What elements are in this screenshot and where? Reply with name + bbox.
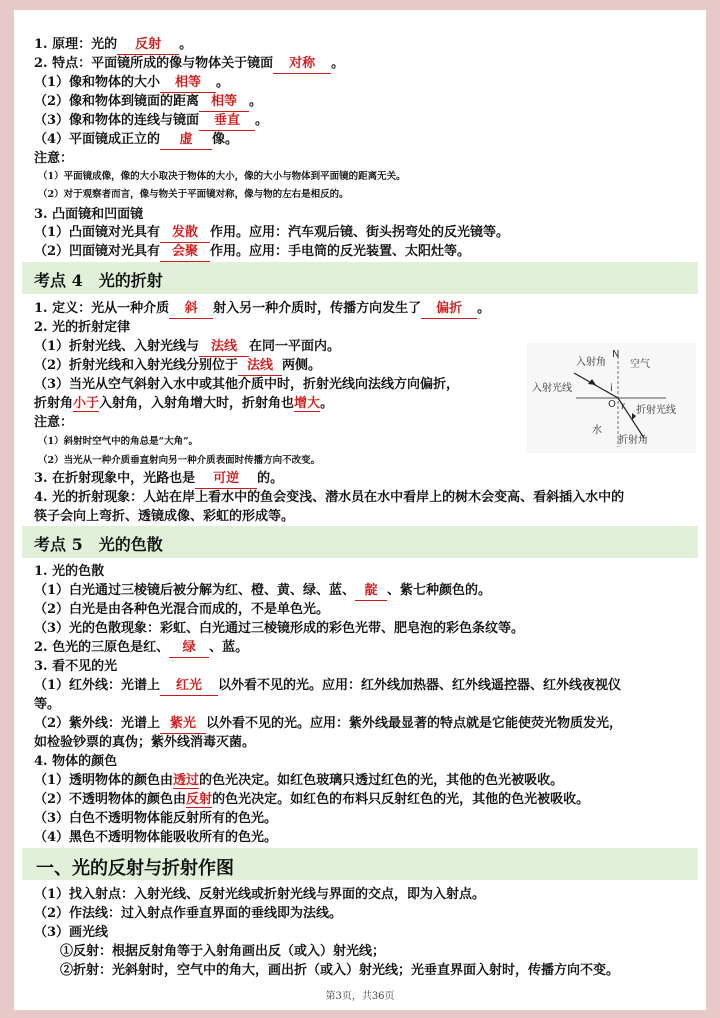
convex-mirror-line: （1）凸面镜对光具有 发散 作用。应用：汽车观后镜、街头拐弯处的反光镜等。 xyxy=(34,224,694,243)
blank-answer: 可逆 xyxy=(195,470,257,489)
law-item-3: （3）当光从空气斜射入水中或其他介质中时，折射光线向法线方向偏折， xyxy=(34,377,460,392)
label-refraction-angle: 折射角 xyxy=(618,435,648,446)
note-heading: 注意： xyxy=(34,415,74,430)
feature-line: 2. 特点：平面镜所成的像与物体关于镜面 对称 。 xyxy=(34,55,694,74)
refraction-definition: 1. 定义：光从一种介质 斜 射入另一种介质时，传播方向发生了 偏折 。 xyxy=(34,300,694,319)
blank-answer: 紫光 xyxy=(160,715,206,734)
infrared-line-cont: 等。 xyxy=(34,697,61,712)
note-item: （2）当光从一种介质垂直射向另一种介质表面时传播方向不改变。 xyxy=(38,455,321,466)
label-refracted-ray: 折射光线 xyxy=(636,405,676,416)
drawing-step-3b: ②折射：光斜射时，空气中的角大，画出折（或入）射光线；光垂直界面入射时，传播方向不变。 xyxy=(60,963,620,978)
refraction-diagram xyxy=(526,343,696,453)
label-i: i xyxy=(610,383,613,394)
feature-item-4: （4）平面镜成正立的 虚 像。 xyxy=(34,131,694,150)
object-color-item-3: （3）白色不透明物体能反射所有的色光。 xyxy=(34,811,278,826)
blank-answer: 反射 xyxy=(186,792,213,807)
phenomena-line: 4. 光的折射现象：人站在岸上看水中的鱼会变浅、潜水员在水中看岸上的树木会变高、看斜插入水中的 xyxy=(34,490,625,505)
drawing-step-3a: ①反射：根据反射角等于入射角画出反（或入）射光线； xyxy=(60,944,386,959)
section-heading: 2. 光的折射定律 xyxy=(34,320,131,335)
dispersion-item-2: （2）白光是由各种色光混合而成的，不是单色光。 xyxy=(34,602,330,617)
object-color-item-4: （4）黑色不透明物体能吸收所有的色光。 xyxy=(34,830,278,845)
blank-answer: 红光 xyxy=(160,677,218,696)
object-color-item-1: （1）透明物体的颜色由透过的色光决定。如红色玻璃只透过红色的光，其他的色光被吸收。 xyxy=(34,773,564,788)
note-item: （1）平面镜成像，像的大小取决于物体的大小，像的大小与物体到平面镜的距离无关。 xyxy=(38,171,406,182)
label-air: 空气 xyxy=(630,359,650,370)
blank-answer: 虚 xyxy=(160,131,212,150)
blank-answer: 偏折 xyxy=(421,300,477,319)
blank-answer: 会聚 xyxy=(160,243,210,262)
blank-answer: 靛 xyxy=(355,582,387,601)
section-heading: 1. 光的色散 xyxy=(34,564,105,579)
blank-answer: 增大 xyxy=(294,396,321,411)
feature-item-3: （3）像和物体的连线与镜面 垂直 。 xyxy=(34,112,694,131)
note-item: （1）斜射时空气中的角总是“大角”。 xyxy=(38,436,199,447)
section-heading: 4. 物体的颜色 xyxy=(34,754,118,769)
law-item-1: （1）折射光线、入射光线与 法线 在同一平面内。 xyxy=(34,338,694,357)
blank-answer: 透过 xyxy=(173,773,200,788)
drawing-step-3: （3）画光线 xyxy=(34,925,109,940)
blank-answer: 绿 xyxy=(169,639,209,658)
primary-colors-line: 2. 色光的三原色是红、 绿 、蓝。 xyxy=(34,639,694,658)
concave-mirror-line: （2）凹面镜对光具有 会聚 作用。应用：手电筒的反光装置、太阳灶等。 xyxy=(34,243,694,262)
section-heading: 3. 凸面镜和凹面镜 xyxy=(34,207,144,222)
feature-item-1: （1）像和物体的大小 相等 。 xyxy=(34,74,694,93)
label-r: r xyxy=(621,401,626,412)
object-color-item-2: （2）不透明物体的颜色由反射的色光决定。如红色的布料只反射红色的光，其他的色光被吸收。 xyxy=(34,792,590,807)
blank-answer: 小于 xyxy=(73,396,100,411)
law-item-2: （2）折射光线和入射光线分别位于 法线 两侧。 xyxy=(34,357,694,376)
section-band-refraction: 考点 4 光的折射 xyxy=(22,262,698,294)
law-item-3-cont: 折射角小于入射角，入射角增大时，折射角也增大。 xyxy=(34,396,334,411)
reversible-line: 3. 在折射现象中，光路也是 可逆 的。 xyxy=(34,470,694,489)
drawing-step-1: （1）找入射点：入射光线、反射光线或折射光线与界面的交点，即为入射点。 xyxy=(34,887,486,902)
section-band-drawing: 一、光的反射与折射作图 xyxy=(22,848,698,880)
label-o: O xyxy=(608,399,616,410)
dispersion-item-1: （1）白光通过三棱镜后被分解为红、橙、黄、绿、蓝、 靛 、紫七种颜色的。 xyxy=(34,582,694,601)
blank-answer: 相等 xyxy=(160,74,216,93)
blank-answer: 发散 xyxy=(160,224,210,243)
drawing-step-2: （2）作法线：过入射点作垂直界面的垂线即为法线。 xyxy=(34,906,343,921)
blank-answer: 垂直 xyxy=(199,112,255,131)
label-incident-angle: 入射角 xyxy=(576,357,606,368)
blank-answer: 对称 xyxy=(273,55,331,74)
feature-item-2: （2）像和物体到镜面的距离 相等 。 xyxy=(34,93,694,112)
infrared-line: （1）红外线：光谱上 红光 以外看不见的光。应用：红外线加热器、红外线遥控器、红外线夜视仪 xyxy=(34,677,694,696)
label-incident-ray: 入射光线 xyxy=(532,383,572,394)
note-heading: 注意： xyxy=(34,151,74,166)
blank-answer: 反射 xyxy=(117,36,179,55)
label-n: N xyxy=(612,349,620,360)
dispersion-item-3: （3）光的色散现象：彩虹、白光通过三棱镜形成的彩色光带、肥皂泡的彩色条纹等。 xyxy=(34,621,525,636)
ultraviolet-line: （2）紫外线：光谱上 紫光 以外看不见的光。应用：紫外线最显著的特点就是它能使荧光物质发光， xyxy=(34,715,694,734)
ultraviolet-line-cont: 如检验钞票的真伪；紫外线消毒灭菌。 xyxy=(34,735,256,750)
phenomena-line-cont: 筷子会向上弯折、透镜成像、彩虹的形成等。 xyxy=(34,509,295,524)
blank-answer: 法线 xyxy=(199,338,249,357)
blank-answer: 相等 xyxy=(199,93,249,112)
section-band-dispersion: 考点 5 光的色散 xyxy=(22,526,698,558)
blank-answer: 斜 xyxy=(169,300,213,319)
page-number: 第3页，共36页 xyxy=(325,991,395,1002)
document-page xyxy=(14,10,706,1010)
label-water: 水 xyxy=(592,425,602,436)
principle-line: 1. 原理：光的 反射 。 xyxy=(34,36,694,55)
section-heading: 3. 看不见的光 xyxy=(34,659,118,674)
blank-answer: 法线 xyxy=(238,357,282,376)
note-item: （2）对于观察者而言，像与物关于平面镜对称，像与物的左右是相反的。 xyxy=(38,189,349,200)
